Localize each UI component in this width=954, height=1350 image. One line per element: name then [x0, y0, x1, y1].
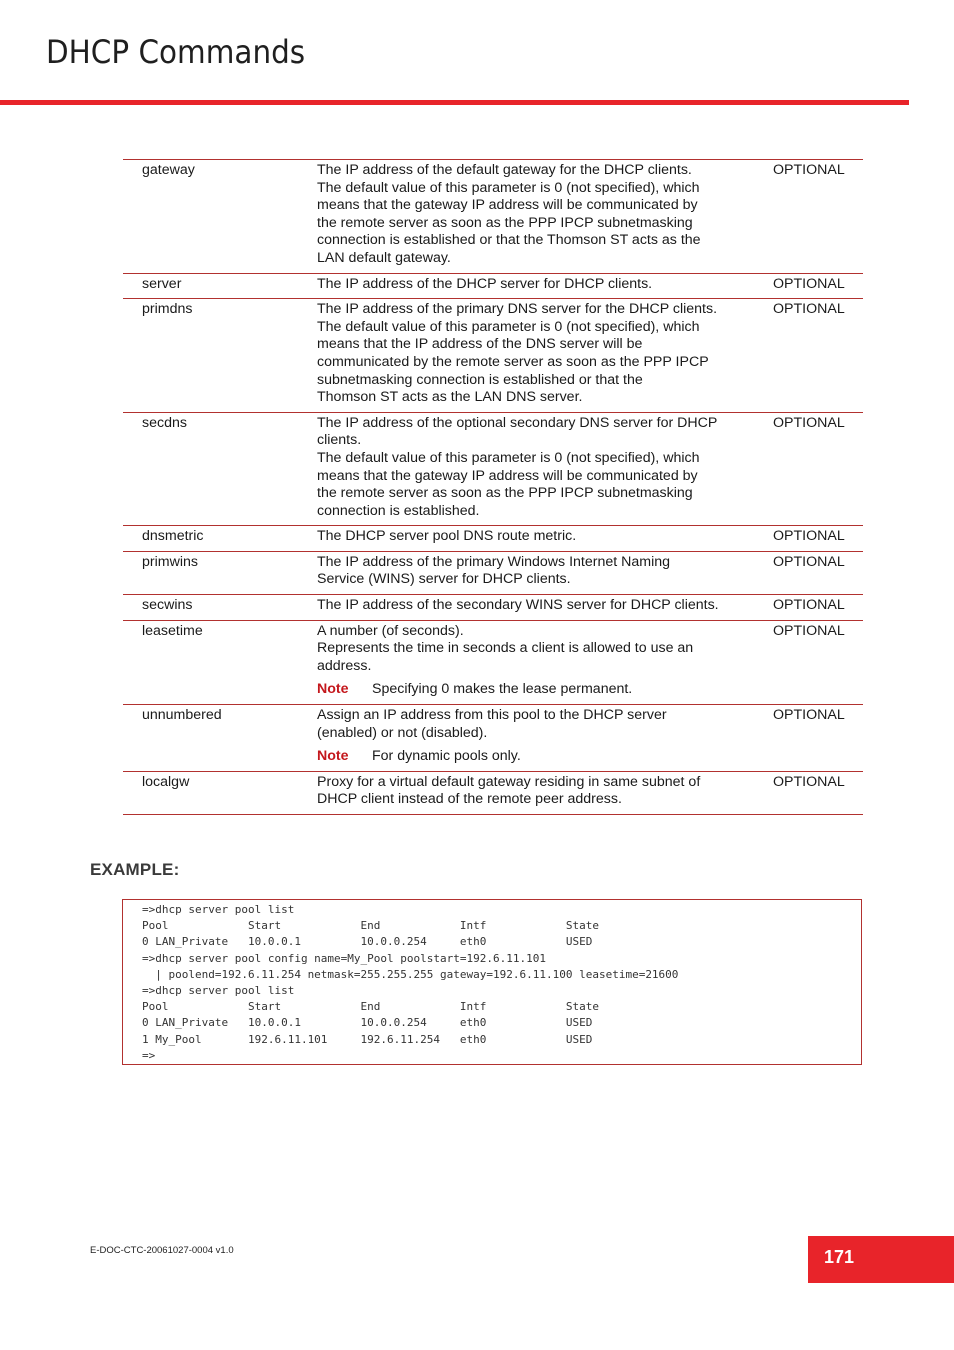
param-requirement: OPTIONAL	[773, 162, 845, 178]
description-line: the remote server as soon as the PPP IPCP subnetmasking	[317, 485, 693, 502]
page-number: 171	[824, 1247, 855, 1267]
param-description	[317, 299, 773, 413]
description-line: subnetmasking connection is established or that the	[317, 371, 643, 388]
example-heading: EXAMPLE:	[90, 860, 180, 879]
description-line: The IP address of the secondary WINS server for DHCP clients.	[317, 597, 719, 614]
param-description	[317, 705, 773, 772]
param-row-dnsmetric	[123, 526, 863, 552]
param-name: leasetime	[142, 622, 203, 639]
description-line: The DHCP server pool DNS route metric.	[317, 528, 577, 545]
param-description	[317, 526, 773, 552]
description-line: connection is established.	[317, 502, 480, 519]
param-description	[317, 160, 773, 274]
param-row-secwins	[123, 595, 863, 621]
description-line: Service (WINS) server for DHCP clients.	[317, 571, 571, 588]
description-line: DHCP client instead of the remote peer address.	[317, 791, 622, 808]
example-code-block: =>dhcp server pool list Pool Start End Intf State 0 LAN_Private 10.0.0.1 10.0.0.254 eth0 USED =>dhcp server pool config name=My_Pool poolstart=192.6.11.101 | poolend=192.6.11.254 netmask=255.255.255 gateway=192.6.11.100 leasetime=21600 =>dhcp server pool list Pool Start End Intf State 0 LAN_Private 10.0.0.1 10.0.0.254 eth0 USED 1 My_Pool 192.6.11.101 192.6.11.254 eth0 USED =>	[122, 899, 862, 1065]
param-name: primdns	[142, 301, 193, 318]
description-line: LAN default gateway.	[317, 249, 451, 266]
header-red-rule	[0, 100, 909, 105]
description-line: means that the IP address of the DNS server will be	[317, 336, 643, 353]
description-line: connection is established or that the Thomson ST acts as the	[317, 232, 701, 249]
note-label: Note	[317, 748, 349, 765]
note-text: Specifying 0 makes the lease permanent.	[372, 681, 633, 698]
param-row-unnumbered	[123, 705, 863, 772]
param-row-leasetime	[123, 620, 863, 704]
description-line: A number (of seconds).	[317, 622, 464, 639]
param-requirement: OPTIONAL	[773, 773, 845, 790]
param-name: server	[142, 275, 182, 292]
description-line: means that the gateway IP address will be communicated by	[317, 467, 698, 484]
description-line: (enabled) or not (disabled).	[317, 724, 488, 741]
description-line: The default value of this parameter is 0 (not specified), which	[317, 179, 700, 196]
param-requirement: OPTIONAL	[773, 597, 845, 614]
note-label: Note	[317, 681, 349, 698]
param-requirement: OPTIONAL	[773, 275, 845, 292]
document-id: E-DOC-CTC-20061027-0004 v1.0	[90, 1245, 234, 1256]
param-description	[317, 273, 773, 299]
description-line: the remote server as soon as the PPP IPCP subnetmasking	[317, 214, 693, 231]
description-line: Thomson ST acts as the LAN DNS server.	[317, 389, 583, 406]
param-requirement: OPTIONAL	[773, 553, 845, 570]
note-text: For dynamic pools only.	[372, 748, 521, 765]
param-name: dnsmetric	[142, 528, 204, 545]
page-number-badge	[808, 1236, 954, 1283]
description-line: clients.	[317, 432, 362, 449]
param-name: localgw	[142, 773, 190, 790]
param-row-server	[123, 273, 863, 299]
parameter-table	[123, 159, 863, 815]
description-line: communicated by the remote server as soon as the PPP IPCP	[317, 353, 709, 370]
param-requirement: OPTIONAL	[773, 528, 845, 545]
description-line: The default value of this parameter is 0 (not specified), which	[317, 449, 700, 466]
description-line: Represents the time in seconds a client is allowed to use an	[317, 640, 694, 657]
param-row-primdns	[123, 299, 863, 413]
param-requirement: OPTIONAL	[773, 301, 845, 318]
param-requirement: OPTIONAL	[773, 414, 845, 431]
param-description	[317, 595, 773, 621]
description-line: The IP address of the DHCP server for DHCP clients.	[317, 275, 653, 292]
param-name: primwins	[142, 553, 198, 570]
description-line: Proxy for a virtual default gateway residing in same subnet of	[317, 773, 701, 790]
description-line: The IP address of the optional secondary DNS server for DHCP	[317, 414, 718, 431]
param-row-secdns	[123, 412, 863, 526]
description-line: means that the gateway IP address will be communicated by	[317, 197, 698, 214]
description-line: Assign an IP address from this pool to the DHCP server	[317, 707, 667, 724]
param-description	[317, 412, 773, 526]
param-description	[317, 551, 773, 594]
note	[317, 681, 755, 699]
param-requirement: OPTIONAL	[773, 707, 845, 724]
param-name: unnumbered	[142, 707, 222, 724]
description-line: The IP address of the primary Windows Internet Naming	[317, 553, 671, 570]
description-line: The default value of this parameter is 0 (not specified), which	[317, 318, 700, 335]
param-row-localgw	[123, 771, 863, 814]
description-line: The IP address of the default gateway for the DHCP clients.	[317, 162, 692, 178]
param-row-primwins	[123, 551, 863, 594]
description-line: The IP address of the primary DNS server for the DHCP clients.	[317, 301, 718, 318]
param-row-gateway	[123, 160, 863, 274]
param-name: secwins	[142, 597, 193, 614]
param-description	[317, 620, 773, 704]
param-name: secdns	[142, 414, 187, 431]
note	[317, 748, 755, 766]
param-requirement: OPTIONAL	[773, 622, 845, 639]
description-line: address.	[317, 657, 372, 674]
param-name: gateway	[142, 162, 195, 178]
param-description	[317, 771, 773, 814]
page-title: DHCP Commands	[46, 33, 306, 71]
